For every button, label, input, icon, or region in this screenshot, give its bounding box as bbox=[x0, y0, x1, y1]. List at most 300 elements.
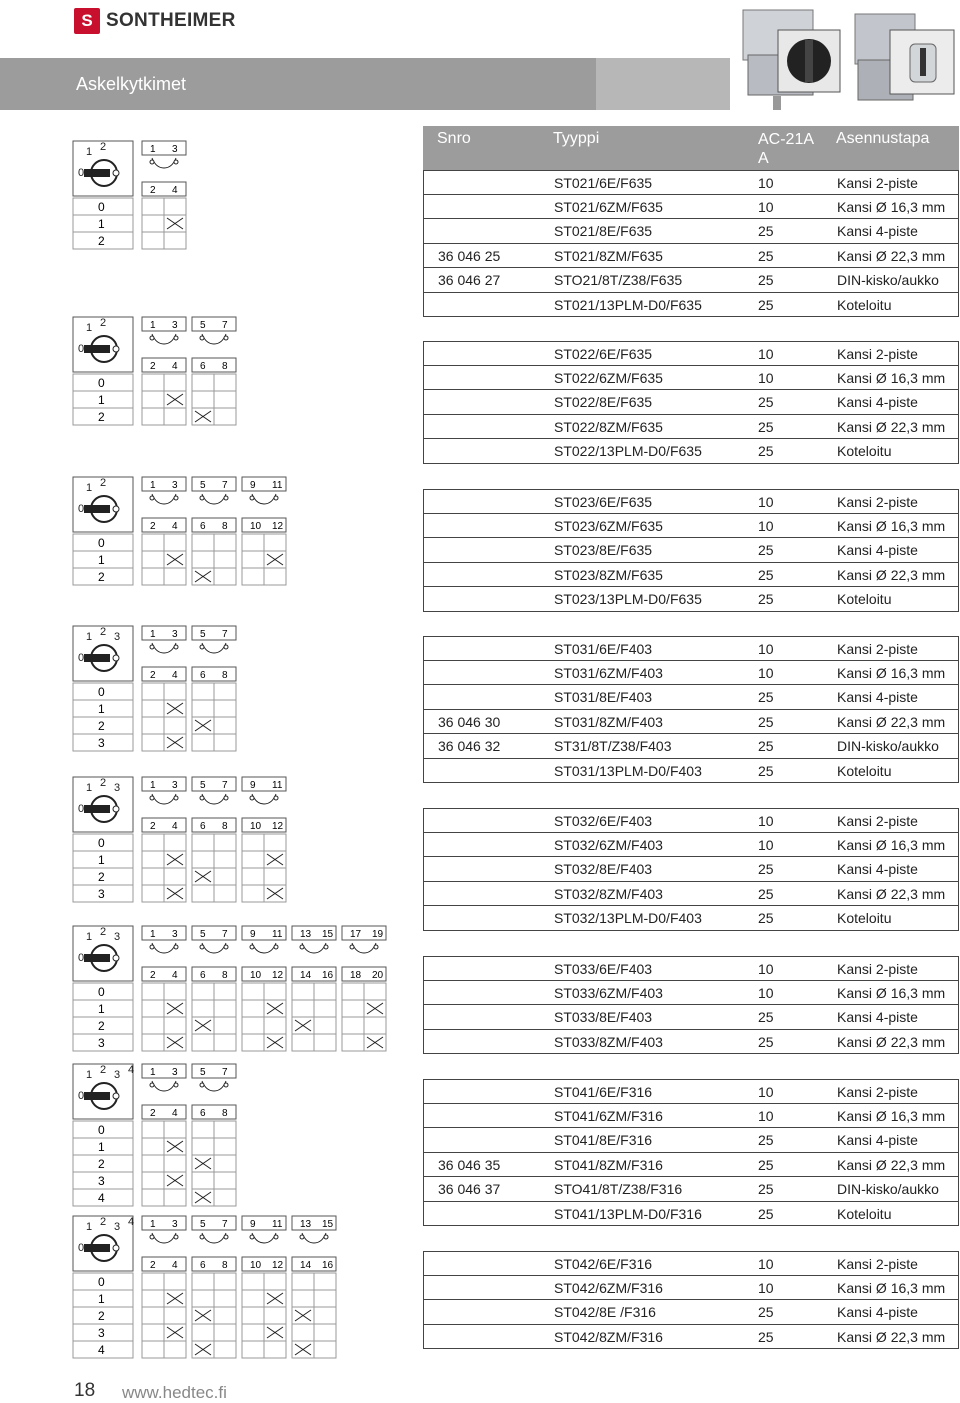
terminal-label: 16 bbox=[322, 1260, 334, 1271]
cell-amp: 25 bbox=[758, 394, 774, 410]
position-label: 3 bbox=[98, 1326, 105, 1340]
contact-cell bbox=[214, 1273, 236, 1290]
dial-position-label: 1 bbox=[86, 631, 93, 643]
table-row bbox=[423, 857, 959, 882]
cell-type: ST031/8ZM/F403 bbox=[554, 713, 663, 730]
cell-type: ST021/6ZM/F635 bbox=[554, 198, 663, 215]
contact-cell bbox=[214, 551, 236, 568]
contact-cell bbox=[314, 1034, 336, 1051]
terminal-label: 1 bbox=[150, 780, 156, 791]
cell-amp: 25 bbox=[758, 418, 774, 435]
position-label: 2 bbox=[98, 410, 105, 424]
product-table-group bbox=[423, 489, 959, 612]
terminal-label: 8 bbox=[222, 670, 228, 681]
dial-position-label: 0 bbox=[78, 803, 85, 815]
contact-cell bbox=[164, 232, 186, 249]
contact-cell bbox=[142, 1189, 164, 1206]
cell-type: ST032/8E/F403 bbox=[554, 861, 653, 877]
cell-amp: 25 bbox=[758, 272, 774, 288]
contact-cell bbox=[164, 834, 186, 851]
contact-cell bbox=[142, 1172, 164, 1189]
contact-cell bbox=[142, 1307, 164, 1324]
contact-cell bbox=[292, 1324, 314, 1341]
terminal-label: 1 bbox=[150, 144, 156, 155]
contact-cell bbox=[242, 1273, 264, 1290]
contact-cell bbox=[192, 1324, 214, 1341]
position-label: 2 bbox=[98, 719, 105, 733]
cell-mount: Kansi 2-piste bbox=[837, 346, 918, 362]
cell-type: ST041/8E/F316 bbox=[554, 1132, 653, 1148]
cell-amp: 25 bbox=[758, 1132, 774, 1148]
cell-mount: Koteloitu bbox=[837, 762, 892, 779]
contact-cell bbox=[314, 1000, 336, 1017]
cell-amp: 25 bbox=[758, 296, 774, 313]
terminal-label: 1 bbox=[150, 929, 156, 940]
table-row bbox=[423, 1276, 959, 1301]
contact-cell bbox=[242, 534, 264, 551]
terminal-label: 7 bbox=[222, 929, 228, 940]
position-label: 0 bbox=[98, 1275, 105, 1289]
contact-cell bbox=[214, 868, 236, 885]
contact-cell bbox=[192, 1172, 214, 1189]
contact-cell bbox=[192, 1000, 214, 1017]
cell-amp: 25 bbox=[758, 1304, 774, 1320]
position-label: 1 bbox=[98, 853, 105, 867]
contact-cell bbox=[214, 834, 236, 851]
terminal-label: 3 bbox=[172, 1219, 178, 1230]
cell-amp: 25 bbox=[758, 1033, 774, 1050]
cell-type: ST023/13PLM-D0/F635 bbox=[554, 591, 702, 607]
cell-type: ST041/13PLM-D0/F316 bbox=[554, 1205, 702, 1222]
contact-pair bbox=[142, 926, 186, 981]
cell-type: ST022/13PLM-D0/F635 bbox=[554, 443, 702, 459]
contact-cell bbox=[192, 1034, 214, 1051]
contact-cell bbox=[214, 1155, 236, 1172]
cell-amp: 10 bbox=[758, 494, 774, 510]
cell-mount: Kansi 4-piste bbox=[837, 861, 918, 877]
dial-position-label: 2 bbox=[100, 926, 107, 938]
contact-cell bbox=[192, 551, 214, 568]
terminal-label: 12 bbox=[272, 1260, 284, 1271]
terminal-label: 11 bbox=[272, 480, 283, 491]
contact-cell bbox=[342, 1034, 364, 1051]
contact-cell bbox=[214, 717, 236, 734]
terminal-label: 12 bbox=[272, 970, 284, 981]
position-label: 3 bbox=[98, 887, 105, 901]
contact-cell bbox=[314, 1017, 336, 1034]
contact-cell bbox=[142, 198, 164, 215]
position-label: 0 bbox=[98, 200, 105, 214]
brand-name: SONTHEIMER bbox=[106, 10, 236, 31]
terminal-label: 7 bbox=[222, 1219, 228, 1230]
contact-cell bbox=[142, 834, 164, 851]
position-label: 0 bbox=[98, 376, 105, 390]
terminal-label: 2 bbox=[150, 185, 156, 196]
position-label: 1 bbox=[98, 393, 105, 407]
terminal-label: 14 bbox=[300, 970, 312, 981]
terminal-label: 4 bbox=[172, 1108, 178, 1119]
cell-amp: 10 bbox=[758, 369, 774, 386]
terminal-label: 5 bbox=[200, 1219, 206, 1230]
position-label: 3 bbox=[98, 736, 105, 750]
cell-mount: Koteloitu bbox=[837, 296, 892, 313]
position-label: 2 bbox=[98, 1309, 105, 1323]
contact-cell bbox=[164, 1273, 186, 1290]
table-row bbox=[423, 1079, 959, 1104]
contact-cell bbox=[142, 391, 164, 408]
contact-cell bbox=[164, 983, 186, 1000]
cell-amp: 25 bbox=[758, 1328, 774, 1345]
table-row bbox=[423, 1153, 959, 1178]
cell-type: ST021/6E/F635 bbox=[554, 175, 653, 191]
terminal-label: 8 bbox=[222, 1260, 228, 1271]
table-row bbox=[423, 956, 959, 981]
dial-position-label: 0 bbox=[78, 1242, 85, 1254]
terminal-label: 6 bbox=[200, 521, 206, 532]
cell-type: ST031/13PLM-D0/F403 bbox=[554, 762, 702, 779]
cell-mount: Kansi Ø 22,3 mm bbox=[837, 1328, 946, 1345]
contact-cell bbox=[192, 1290, 214, 1307]
cell-mount: Kansi 2-piste bbox=[837, 1084, 918, 1100]
switch-diagram bbox=[72, 1063, 244, 1214]
terminal-label: 20 bbox=[372, 970, 384, 981]
contact-cell bbox=[164, 683, 186, 700]
contact-pair bbox=[242, 477, 286, 532]
terminal-label: 5 bbox=[200, 780, 206, 791]
contact-cell bbox=[142, 215, 164, 232]
dial-position-label: 3 bbox=[114, 631, 121, 643]
table-row bbox=[423, 1325, 959, 1350]
contact-cell bbox=[142, 408, 164, 425]
contact-cell bbox=[242, 885, 264, 902]
terminal-label: 11 bbox=[272, 780, 283, 791]
dial-position-label: 3 bbox=[114, 1069, 121, 1081]
terminal-label: 4 bbox=[172, 185, 178, 196]
table-row bbox=[423, 1251, 959, 1276]
dial-position-label: 2 bbox=[100, 317, 107, 329]
terminal-label: 12 bbox=[272, 821, 284, 832]
contact-cell bbox=[242, 1307, 264, 1324]
terminal-label: 4 bbox=[172, 970, 178, 981]
cell-amp: 10 bbox=[758, 175, 774, 191]
terminal-label: 14 bbox=[300, 1260, 312, 1271]
terminal-label: 1 bbox=[150, 1067, 156, 1078]
contact-cell bbox=[214, 1290, 236, 1307]
dial-position-label: 0 bbox=[78, 652, 85, 664]
table-row bbox=[423, 195, 959, 220]
terminal-label: 1 bbox=[150, 320, 156, 331]
contact-cell bbox=[364, 983, 386, 1000]
terminal-label: 15 bbox=[322, 1219, 334, 1230]
table-row bbox=[423, 1128, 959, 1153]
terminal-label: 7 bbox=[222, 780, 228, 791]
contact-cell bbox=[314, 1341, 336, 1358]
cell-amp: 25 bbox=[758, 910, 774, 926]
switch-diagram-svg bbox=[72, 1215, 344, 1366]
cell-mount: Kansi 2-piste bbox=[837, 961, 918, 977]
cell-mount: Kansi Ø 22,3 mm bbox=[837, 247, 946, 264]
table-row bbox=[423, 538, 959, 563]
table-row bbox=[423, 636, 959, 661]
product-table-group bbox=[423, 808, 959, 931]
cell-mount: Kansi Ø 22,3 mm bbox=[837, 566, 946, 583]
contact-cell bbox=[214, 1017, 236, 1034]
contact-cell bbox=[192, 1273, 214, 1290]
cell-snro: 36 046 25 bbox=[438, 247, 501, 264]
table-row bbox=[423, 833, 959, 858]
cell-amp: 10 bbox=[758, 1256, 774, 1272]
cell-type: ST042/8ZM/F316 bbox=[554, 1328, 663, 1345]
terminal-label: 3 bbox=[172, 144, 178, 155]
table-row bbox=[423, 366, 959, 391]
cell-mount: Kansi Ø 16,3 mm bbox=[837, 517, 946, 534]
terminal-label: 2 bbox=[150, 970, 156, 981]
contact-cell bbox=[164, 198, 186, 215]
cell-snro: 36 046 37 bbox=[438, 1181, 501, 1197]
terminal-label: 10 bbox=[250, 821, 262, 832]
header-snro: Snro bbox=[437, 130, 471, 147]
position-label: 1 bbox=[98, 1292, 105, 1306]
contact-cell bbox=[214, 1121, 236, 1138]
cell-mount: Kansi Ø 16,3 mm bbox=[837, 1107, 946, 1124]
cell-type: ST032/6ZM/F403 bbox=[554, 836, 663, 853]
contact-cell bbox=[142, 700, 164, 717]
position-label: 2 bbox=[98, 234, 105, 248]
contact-cell bbox=[314, 983, 336, 1000]
cell-type: ST021/8ZM/F635 bbox=[554, 247, 663, 264]
cell-mount: Koteloitu bbox=[837, 443, 892, 459]
terminal-label: 2 bbox=[150, 1108, 156, 1119]
terminal-label: 3 bbox=[172, 480, 178, 491]
table-row bbox=[423, 439, 959, 464]
dial-position-label: 1 bbox=[86, 482, 93, 494]
contact-cell bbox=[264, 1307, 286, 1324]
cell-amp: 25 bbox=[758, 591, 774, 607]
terminal-label: 6 bbox=[200, 1108, 206, 1119]
terminal-label: 5 bbox=[200, 1067, 206, 1078]
brand-logo bbox=[74, 8, 236, 34]
contact-cell bbox=[214, 1341, 236, 1358]
contact-cell bbox=[142, 1000, 164, 1017]
terminal-label: 2 bbox=[150, 361, 156, 372]
switch-diagram-svg bbox=[72, 625, 244, 759]
table-row bbox=[423, 563, 959, 588]
terminal-label: 4 bbox=[172, 1260, 178, 1271]
dial-position-label: 1 bbox=[86, 1069, 93, 1081]
cell-amp: 10 bbox=[758, 517, 774, 534]
contact-cell bbox=[164, 534, 186, 551]
cell-mount: Kansi Ø 22,3 mm bbox=[837, 885, 946, 902]
contact-cell bbox=[214, 391, 236, 408]
contact-cell bbox=[142, 868, 164, 885]
contact-cell bbox=[164, 408, 186, 425]
cell-mount: Kansi Ø 16,3 mm bbox=[837, 836, 946, 853]
table-row bbox=[423, 1300, 959, 1325]
contact-cell bbox=[192, 983, 214, 1000]
contact-cell bbox=[192, 700, 214, 717]
contact-cell bbox=[242, 1341, 264, 1358]
contact-cell bbox=[192, 534, 214, 551]
contact-cell bbox=[142, 568, 164, 585]
contact-cell bbox=[264, 834, 286, 851]
cell-amp: 25 bbox=[758, 713, 774, 730]
contact-pair bbox=[192, 477, 236, 532]
contact-cell bbox=[214, 1000, 236, 1017]
contact-cell bbox=[292, 983, 314, 1000]
dial-position-label: 1 bbox=[86, 782, 93, 794]
position-label: 4 bbox=[98, 1343, 105, 1357]
contact-cell bbox=[242, 983, 264, 1000]
contact-pair bbox=[242, 777, 286, 832]
contact-cell bbox=[214, 408, 236, 425]
contact-pair bbox=[192, 626, 236, 681]
terminal-label: 4 bbox=[172, 361, 178, 372]
terminal-label: 1 bbox=[150, 629, 156, 640]
cell-type: ST031/8E/F403 bbox=[554, 689, 653, 705]
product-table-group bbox=[423, 341, 959, 464]
cell-type: ST032/6E/F403 bbox=[554, 813, 653, 829]
contact-cell bbox=[242, 1017, 264, 1034]
product-table-group bbox=[423, 956, 959, 1054]
terminal-label: 12 bbox=[272, 521, 284, 532]
cell-mount: Kansi Ø 16,3 mm bbox=[837, 198, 946, 215]
contact-cell bbox=[242, 551, 264, 568]
dial-position-label: 1 bbox=[86, 931, 93, 943]
terminal-label: 8 bbox=[222, 821, 228, 832]
cell-type: ST023/6E/F635 bbox=[554, 494, 653, 510]
page-number: 18 bbox=[74, 1380, 96, 1401]
dial-position-label: 2 bbox=[100, 141, 107, 153]
contact-pair bbox=[142, 1216, 186, 1271]
cell-amp: 25 bbox=[758, 1009, 774, 1025]
position-label: 2 bbox=[98, 570, 105, 584]
terminal-label: 3 bbox=[172, 629, 178, 640]
terminal-label: 16 bbox=[322, 970, 334, 981]
header-mount: Asennustapa bbox=[836, 130, 930, 147]
terminal-label: 6 bbox=[200, 361, 206, 372]
dial-position-label: 3 bbox=[114, 931, 121, 943]
contact-cell bbox=[264, 983, 286, 1000]
dial-position-label: 1 bbox=[86, 322, 93, 334]
contact-cell bbox=[292, 1290, 314, 1307]
contact-cell bbox=[242, 1324, 264, 1341]
cell-mount: Kansi 2-piste bbox=[837, 494, 918, 510]
terminal-label: 10 bbox=[250, 521, 262, 532]
table-row bbox=[423, 268, 959, 293]
cell-mount: Kansi Ø 16,3 mm bbox=[837, 984, 946, 1001]
contact-cell bbox=[314, 1307, 336, 1324]
contact-pair bbox=[192, 777, 236, 832]
terminal-label: 2 bbox=[150, 521, 156, 532]
switch-diagram-svg bbox=[72, 925, 394, 1059]
contact-cell bbox=[142, 1290, 164, 1307]
switch-diagram bbox=[72, 316, 244, 433]
contact-cell bbox=[214, 1172, 236, 1189]
cell-mount: Kansi Ø 22,3 mm bbox=[837, 418, 946, 435]
cell-amp: 10 bbox=[758, 836, 774, 853]
terminal-label: 10 bbox=[250, 970, 262, 981]
cell-amp: 25 bbox=[758, 861, 774, 877]
table-row bbox=[423, 882, 959, 907]
contact-cell bbox=[214, 683, 236, 700]
logo-mark-icon: S bbox=[74, 8, 100, 34]
table-row bbox=[423, 293, 959, 318]
contact-pair bbox=[142, 626, 186, 681]
contact-cell bbox=[214, 1324, 236, 1341]
terminal-label: 3 bbox=[172, 780, 178, 791]
terminal-label: 17 bbox=[350, 929, 362, 940]
contact-pair bbox=[142, 141, 186, 196]
cell-mount: Kansi 4-piste bbox=[837, 689, 918, 705]
table-row bbox=[423, 390, 959, 415]
terminal-label: 4 bbox=[172, 521, 178, 532]
position-label: 1 bbox=[98, 553, 105, 567]
terminal-label: 7 bbox=[222, 1067, 228, 1078]
contact-cell bbox=[164, 868, 186, 885]
cell-type: ST031/6E/F403 bbox=[554, 641, 653, 657]
cell-snro: 36 046 27 bbox=[438, 272, 501, 288]
dial-position-label: 0 bbox=[78, 167, 85, 179]
contact-cell bbox=[164, 1121, 186, 1138]
contact-cell bbox=[214, 1034, 236, 1051]
switch-diagram bbox=[72, 476, 294, 593]
cell-type: ST033/6ZM/F403 bbox=[554, 984, 663, 1001]
cell-amp: 25 bbox=[758, 1181, 774, 1197]
switch-diagram bbox=[72, 625, 244, 759]
contact-pair bbox=[192, 926, 236, 981]
terminal-label: 7 bbox=[222, 629, 228, 640]
contact-cell bbox=[264, 1341, 286, 1358]
contact-cell bbox=[164, 1155, 186, 1172]
contact-cell bbox=[214, 534, 236, 551]
cell-mount: Kansi 2-piste bbox=[837, 813, 918, 829]
cell-type: ST033/6E/F403 bbox=[554, 961, 653, 977]
contact-cell bbox=[142, 1273, 164, 1290]
dial-position-label: 1 bbox=[86, 1221, 93, 1233]
cell-amp: 10 bbox=[758, 813, 774, 829]
contact-cell bbox=[214, 1138, 236, 1155]
contact-cell bbox=[142, 374, 164, 391]
cell-type: ST023/6ZM/F635 bbox=[554, 517, 663, 534]
contact-cell bbox=[192, 851, 214, 868]
contact-cell bbox=[214, 1307, 236, 1324]
cell-mount: DIN-kisko/aukko bbox=[837, 738, 939, 754]
contact-cell bbox=[192, 885, 214, 902]
terminal-label: 3 bbox=[172, 929, 178, 940]
cell-amp: 25 bbox=[758, 542, 774, 558]
contact-cell bbox=[264, 534, 286, 551]
terminal-label: 8 bbox=[222, 361, 228, 372]
contact-cell bbox=[214, 983, 236, 1000]
contact-cell bbox=[292, 1034, 314, 1051]
cell-amp: 10 bbox=[758, 641, 774, 657]
contact-cell bbox=[142, 1121, 164, 1138]
contact-cell bbox=[242, 868, 264, 885]
cell-type: ST042/6ZM/F316 bbox=[554, 1279, 663, 1296]
position-label: 2 bbox=[98, 1157, 105, 1171]
contact-cell bbox=[192, 734, 214, 751]
terminal-label: 5 bbox=[200, 929, 206, 940]
product-table-group bbox=[423, 1079, 959, 1226]
switch-diagram bbox=[72, 925, 394, 1059]
contact-pair bbox=[142, 777, 186, 832]
contact-cell bbox=[214, 851, 236, 868]
cell-amp: 10 bbox=[758, 664, 774, 681]
contact-cell bbox=[164, 1307, 186, 1324]
cell-amp: 25 bbox=[758, 689, 774, 705]
cell-amp: 25 bbox=[758, 738, 774, 754]
dial-position-label: 1 bbox=[86, 146, 93, 158]
